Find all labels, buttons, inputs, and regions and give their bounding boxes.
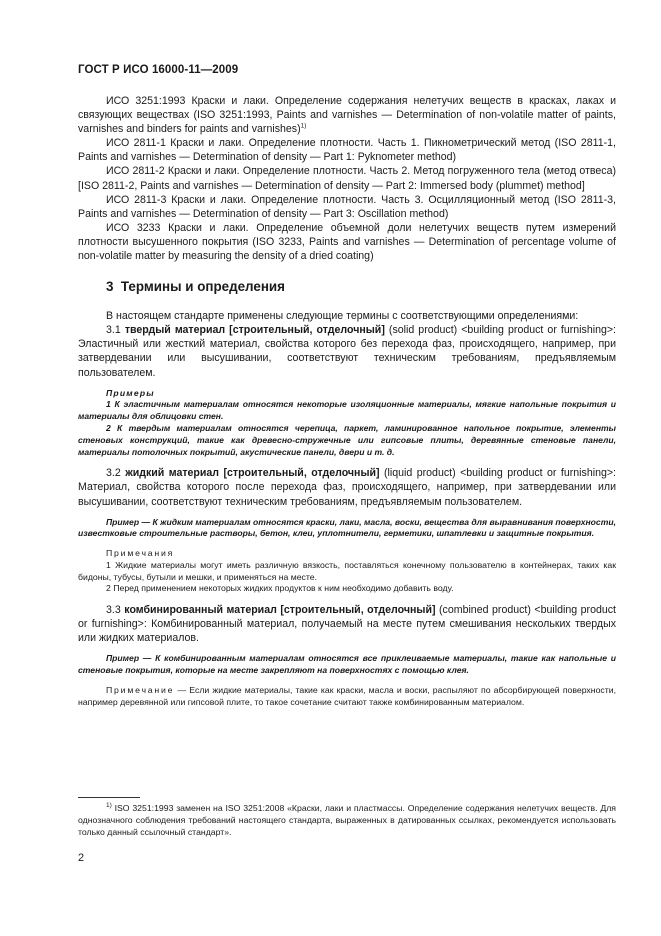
notes-heading: Примечания [106, 548, 175, 559]
example-item: 1 К эластичным материалам относятся некоторые изоляционные материалы, мягкие напольные покрытия и материалы для облицовки стен. [78, 399, 616, 422]
section-heading: 3 Термины и определения [106, 279, 285, 295]
footnote-mark: 1) [106, 802, 112, 810]
footnote: $^{1)}$ ISO 3251:1993 заменен на ISO 3251:2008 «Краски, лаки и пластмассы. Определение содержания нелетучих веществ. Для однозначного соблюдения требований настоящего стандарта, выраженных в датированных ссылках, рекомендуется использовать только данный ссылочный стандарт». [78, 802, 616, 837]
reference-item: ИСО 2811-2 Краски и лаки. Определение плотности. Часть 2. Метод погруженного тела (метод отвеса) [ISO 2811-2, Paints and varnishes — Determination of density — Part 2: Immersed body (plummet) method] [78, 165, 616, 192]
example-item: 2 К твердым материалам относятся черепица, паркет, ламинированное напольное покрытие, элементы стеновых конструкций, такие как древесно-стружечные или гипсовые плиты, деревянные стеновые панели, материалы потолочных покрытий, акустические панели, двери и т. д. [78, 422, 616, 457]
note-3-3: Примечание — Если жидкие материалы, такие как краски, масла и воски, распыляют по абсорбирующей поверхности, например деревянной или гипсовой плите, то такое сочетание считают также комбинированным материалом. [78, 684, 616, 707]
footnote-ref[interactable]: 1) [300, 122, 307, 130]
note-item: 2 Перед применением некоторых жидких продуктов к ним необходимо добавить воду. [106, 583, 454, 594]
note-item: 1 Жидкие материалы могут иметь различную вязкость, поставляться конечному пользователю в контейнерах, таких как бидоны, тубусы, бутыли и мешки, и применяться на месте. [78, 559, 616, 582]
example-3-3: Пример — К комбинированным материалам относятся все приклеиваемые материалы, такие как напольные и стеновые покрытия, которые на месте закрепляют на поверхностях с помощью клея. [78, 653, 616, 676]
page-number: 2 [78, 852, 85, 864]
running-header: ГОСТ Р ИСО 16000-11—2009 [78, 64, 239, 76]
reference-item: ИСО 2811-1 Краски и лаки. Определение плотности. Часть 1. Пикнометрический метод (ISO 2811-1, Paints and varnishes — Determination of density — Part 1: Pyknometer method) [78, 137, 616, 164]
footnote-divider [78, 797, 140, 798]
term-3-2: 3.2 жидкий материал [строительный, отделочный] (liquid product) <building product or furnishing>: Материал, свойства которого после перехода фаз, происходящего, например, при затвердевании или высушивании, соответствуют техническим требованиям, предъявляемым пользователем. [78, 467, 616, 508]
term-3-1: 3.1 твердый материал [строительный, отделочный] (solid product) <building product or furnishing>: Эластичный или жесткий материал, свойства которого без перехода фаз, происходящего, например, при затвердевании или высушивании, соответствуют техническим требованиям, предъявляемым пользователем. [78, 324, 616, 379]
term-3-3: 3.3 комбинированный материал [строительный, отделочный] (combined product) <building product or furnishing>: Комбинированный материал, получаемый на месте путем смешивания нескольких твердых или жидких материалов. [78, 604, 616, 645]
reference-item: ИСО 3251:1993 Краски и лаки. Определение содержания нелетучих веществ в красках, лаках и связующих веществах (ISO 3251:1993, Paints and varnishes — Determination of non-volatile matter of paints, varnishes and binders for paints and varnishes)$^{1)}$ [78, 95, 616, 136]
intro-paragraph: В настоящем стандарте применены следующие термины с соответствующими определениями: [106, 310, 579, 323]
example-3-2: Пример — К жидким материалам относятся краски, лаки, масла, воски, вещества для выравнивания поверхности, известковые строительные растворы, бетон, клеи, уплотнители, герметики, шпатлевки и защитные покрытия. [78, 516, 616, 539]
page-body [78, 94, 616, 708]
examples-heading: Примеры [106, 387, 155, 398]
reference-item: ИСО 2811-3 Краски и лаки. Определение плотности. Часть 3. Осцилляционный метод (ISO 2811-3, Paints and varnishes — Determination of density — Part 3: Oscillation method) [78, 193, 616, 220]
reference-item: ИСО 3233 Краски и лаки. Определение объемной доли нелетучих веществ путем измерений плотности высушенного покрытия (ISO 3233, Paints and varnishes — Determination of percentage volume of non-volatile matter by measuring the density of a dried coating) [78, 221, 616, 263]
